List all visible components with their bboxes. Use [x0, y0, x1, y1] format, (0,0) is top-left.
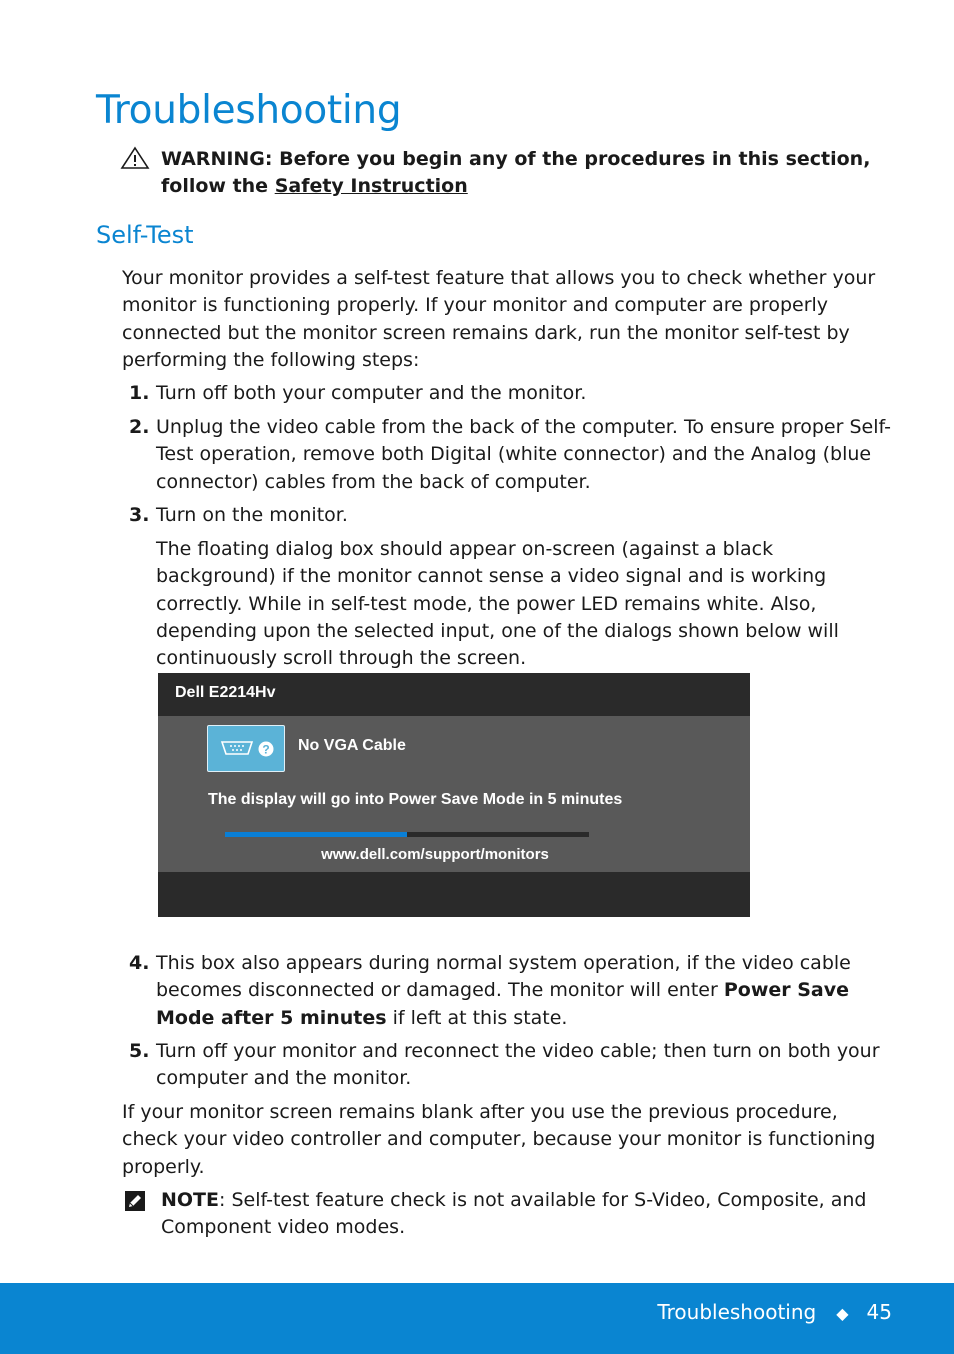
step-detail-text: The floating dialog box should appear on-screen (against a black background) if the monitor cannot sense a video signal and is working correctly. While in self-test mode, the power LED remains white. Also, depending upon the selected input, one of the dialogs shown below will continuously scroll through the screen. — [156, 538, 839, 670]
osd-info-text: The display will go into Power Save Mode in 5 minutes — [208, 791, 623, 808]
page-footer — [0, 1283, 954, 1354]
svg-text:?: ? — [262, 742, 270, 757]
safety-instruction-link[interactable]: Safety Instruction — [274, 175, 468, 197]
warning-block — [120, 146, 900, 200]
outro-paragraph: If your monitor screen remains blank after you use the previous procedure, check your video controller and computer, because your monitor is functioning properly. — [122, 1101, 876, 1178]
vga-connector-icon — [220, 740, 254, 760]
step-text: Turn off your monitor and reconnect the video cable; then turn on both your computer and the monitor. — [156, 1040, 880, 1090]
step-number: 1. — [129, 382, 150, 404]
question-icon — [258, 741, 274, 761]
list-item — [122, 950, 892, 1032]
step-number: 3. — [129, 504, 150, 526]
note-label: NOTE — [161, 1189, 219, 1211]
footer-section: Troubleshooting — [657, 1300, 817, 1324]
note-pencil-icon — [125, 1191, 145, 1219]
footer-text — [657, 1300, 892, 1324]
warning-icon — [120, 146, 150, 178]
step-number: 5. — [129, 1040, 150, 1062]
page-title: Troubleshooting — [96, 88, 402, 133]
note-text — [161, 1187, 902, 1242]
page-number: 45 — [866, 1300, 892, 1324]
step-text-after: if left at this state. — [386, 1006, 568, 1029]
osd-progress-fill — [225, 832, 407, 837]
note-body: : Self-test feature check is not available for S-Video, Composite, and Component video modes. — [161, 1189, 867, 1239]
osd-support-url: www.dell.com/support/monitors — [321, 846, 549, 863]
osd-dialog — [158, 673, 750, 917]
warning-text — [161, 146, 900, 200]
intro-paragraph: Your monitor provides a self-test feature that allows you to check whether your monitor is functioning properly. If your monitor and computer are properly connected but the monitor screen remains dark, run the monitor self-test by performing the following steps: — [122, 267, 876, 371]
osd-footer — [158, 872, 750, 917]
osd-progress-bar — [225, 832, 589, 837]
list-item — [122, 502, 892, 529]
step-number: 2. — [129, 416, 150, 438]
note-block — [122, 1187, 902, 1242]
step-number: 4. — [129, 952, 150, 974]
list-item — [122, 1038, 892, 1093]
osd-connector-badge — [207, 725, 285, 772]
step-text — [156, 950, 892, 1032]
osd-message: No VGA Cable — [298, 737, 406, 754]
list-item — [122, 414, 892, 496]
osd-header — [158, 673, 750, 716]
diamond-separator-icon: ◆ — [836, 1304, 849, 1323]
step-text: Turn on the monitor. — [156, 504, 348, 526]
osd-model-name: Dell E2214Hv — [175, 684, 276, 701]
list-item — [122, 380, 892, 407]
step-detail — [122, 536, 892, 672]
section-title: Self-Test — [96, 221, 194, 249]
warning-prefix: WARNING: Before you begin any of the procedures in this section, follow the — [161, 148, 871, 197]
step-text: Unplug the video cable from the back of the computer. To ensure proper Self-Test operation, remove both Digital (white connector) and the Analog (blue connector) cables from the back of computer. — [156, 416, 892, 493]
step-text-before: This box also appears during normal system operation, if the video cable becomes disconnected or damaged. The monitor will enter — [156, 952, 851, 1002]
step-text: Turn off both your computer and the monitor. — [156, 382, 587, 404]
step-text-bold: Power Save Mode after 5 minutes — [156, 979, 850, 1029]
